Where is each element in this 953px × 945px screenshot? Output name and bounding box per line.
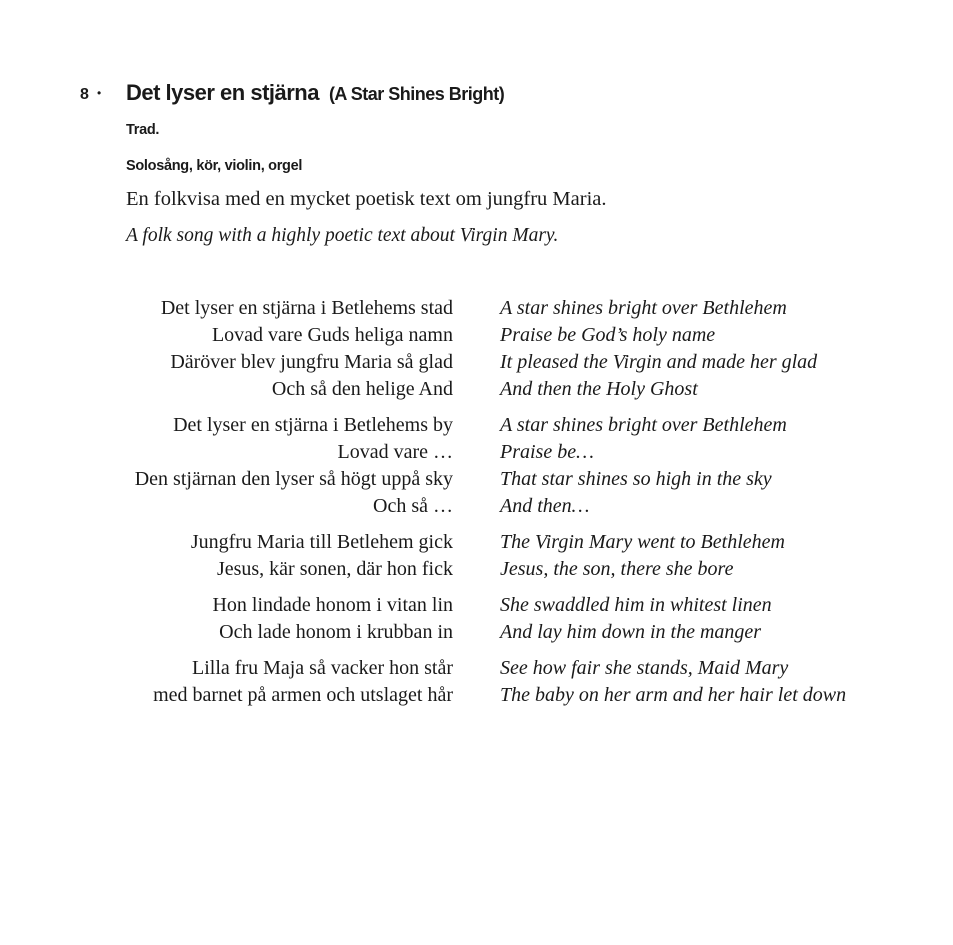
lyrics-swedish	[135, 295, 453, 709]
stanza-english	[500, 295, 846, 403]
lyric-line: Jungfru Maria till Betlehem gick	[190, 531, 453, 553]
stanza-english	[500, 412, 846, 520]
track-title	[126, 80, 504, 106]
lyric-line: And then…	[500, 495, 590, 517]
bullet-icon: •	[97, 86, 102, 100]
lyric-line: And then the Holy Ghost	[500, 378, 698, 400]
instrumentation: Solosång, kör, violin, orgel	[126, 158, 303, 174]
composer: Trad.	[126, 122, 160, 138]
lyric-line: Praise be God’s holy name	[500, 324, 716, 346]
stanza-english	[500, 592, 846, 646]
stanza-swedish	[135, 655, 453, 709]
lyric-line: Och lade honom i krubban in	[219, 621, 453, 643]
lyric-line: Jesus, the son, there she bore	[500, 558, 734, 580]
lyrics-english	[500, 295, 846, 709]
lyric-line: Lovad vare Guds heliga namn	[211, 324, 453, 346]
stanza-english	[500, 529, 846, 583]
lyric-line: Det lyser en stjärna i Betlehems by	[173, 414, 453, 436]
lyric-line: Lilla fru Maja så vacker hon står	[191, 657, 453, 679]
track-number: 8	[80, 86, 89, 103]
stanza-swedish	[135, 412, 453, 520]
lyric-line: See how fair she stands, Maid Mary	[500, 657, 789, 679]
lyric-line: Praise be…	[500, 441, 594, 463]
lyric-line: A star shines bright over Bethlehem	[500, 297, 787, 319]
lyric-line: The Virgin Mary went to Bethlehem	[500, 531, 785, 553]
lyric-line: Och så den helige And	[271, 378, 453, 400]
title-swedish: Det lyser en stjärna	[126, 80, 319, 105]
lyric-line: Hon lindade honom i vitan lin	[212, 594, 453, 616]
stanza-swedish	[135, 529, 453, 583]
lyric-line: Däröver blev jungfru Maria så glad	[170, 351, 453, 373]
lyric-line: And lay him down in the manger	[500, 621, 762, 643]
description-swedish: En folkvisa med en mycket poetisk text om jungfru Maria.	[126, 188, 607, 210]
lyric-line: med barnet på armen och utslaget hår	[153, 684, 453, 706]
description-english: A folk song with a highly poetic text about Virgin Mary.	[126, 225, 559, 246]
lyric-line: Lovad vare …	[337, 441, 453, 463]
lyric-line: The baby on her arm and her hair let down	[500, 684, 847, 706]
lyric-line: Det lyser en stjärna i Betlehems stad	[160, 297, 453, 319]
stanza-swedish	[135, 592, 453, 646]
lyric-line: It pleased the Virgin and made her glad	[500, 351, 818, 373]
lyric-line: A star shines bright over Bethlehem	[500, 414, 787, 436]
lyric-line: Och så …	[373, 495, 453, 517]
stanza-swedish	[135, 295, 453, 403]
lyric-line: Jesus, kär sonen, där hon fick	[216, 558, 453, 580]
lyric-line: She swaddled him in whitest linen	[500, 594, 772, 616]
lyric-line: That star shines so high in the sky	[500, 468, 772, 490]
stanza-english	[500, 655, 846, 709]
title-english: (A Star Shines Bright)	[328, 84, 505, 104]
lyric-line: Den stjärnan den lyser så högt uppå sky	[134, 468, 453, 490]
